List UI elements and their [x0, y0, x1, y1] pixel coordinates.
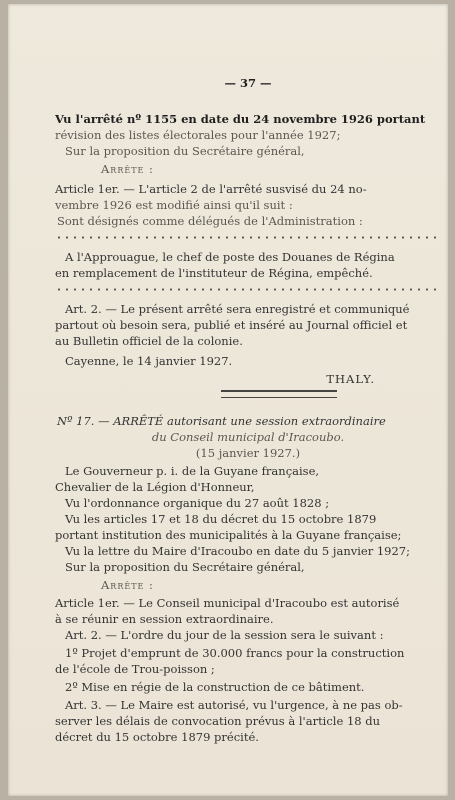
paragraph-line: à se réunir en session extraordinaire. [55, 612, 274, 626]
paragraph-line: Vu la lettre du Maire d'Iracoubo en date du 5 janvier 1927; [65, 544, 410, 558]
paragraph-line: en remplacement de l'instituteur de Régina, empêché. [55, 266, 373, 280]
paragraph-line: Vu l'arrêté nº 1155 en date du 24 novembre 1926 portant [55, 112, 426, 126]
paragraph-line: Chevalier de la Légion d'Honneur, [55, 480, 255, 494]
paragraph-line: Article 1er. — Le Conseil municipal d'Iracoubo est autorisé [55, 596, 400, 610]
paragraph-line: Sur la proposition du Secrétaire général, [65, 560, 305, 574]
page-number: — 37 — [224, 76, 272, 90]
dotted-separator [55, 236, 441, 239]
paragraph-line: Art. 3. — Le Maire est autorisé, vu l'urgence, à ne pas ob- [65, 698, 403, 712]
paragraph-line: au Bulletin officiel de la colonie. [55, 334, 243, 348]
paragraph-line: Sont désignés comme délégués de l'Administration : [57, 214, 363, 228]
paragraph-line: 2º Mise en régie de la construction de ce bâtiment. [65, 680, 365, 694]
signature-date: Cayenne, le 14 janvier 1927. [65, 354, 233, 368]
paragraph-line: de l'école de Trou-poisson ; [55, 662, 215, 676]
decree-date: (15 janvier 1927.) [195, 446, 301, 460]
decree-title-continued: du Conseil municipal d'Iracoubo. [151, 430, 345, 444]
decision-heading: Arrête : [101, 578, 154, 592]
paragraph-line: révision des listes électorales pour l'année 1927; [55, 128, 341, 142]
paragraph-line: Le Gouverneur p. i. de la Guyane française, [65, 464, 320, 478]
section-rule [221, 390, 337, 398]
decree-title: Nº 17. — ARRÊTÉ autorisant une session extraordinaire [57, 414, 386, 428]
paragraph-line: décret du 15 octobre 1879 précité. [55, 730, 259, 744]
paragraph-line: Vu les articles 17 et 18 du décret du 15 octobre 1879 [65, 512, 377, 526]
paragraph-line: portant institution des municipalités à la Guyane française; [55, 528, 402, 542]
decision-heading: Arrête : [101, 162, 154, 176]
paragraph-line: server les délais de convocation prévus à l'article 18 du [55, 714, 380, 728]
paragraph-line: Article 1er. — L'article 2 de l'arrêté susvisé du 24 no- [55, 182, 367, 196]
paragraph-line: Sur la proposition du Secrétaire général, [65, 144, 305, 158]
paragraph-line: partout où besoin sera, publié et inséré au Journal officiel et [55, 318, 408, 332]
paragraph-line: A l'Approuague, le chef de poste des Douanes de Régina [65, 250, 395, 264]
paragraph-line: 1º Projet d'emprunt de 30.000 francs pour la construction [65, 646, 405, 660]
paragraph-line: vembre 1926 est modifié ainsi qu'il suit : [55, 198, 293, 212]
dotted-separator [55, 288, 441, 291]
paragraph-line: Art. 2. — Le présent arrêté sera enregistré et communiqué [65, 302, 410, 316]
signatory-name: THALY. [326, 372, 375, 386]
paragraph-line: Vu l'ordonnance organique du 27 août 1828 ; [65, 496, 330, 510]
paragraph-line: Art. 2. — L'ordre du jour de la session sera le suivant : [65, 628, 384, 642]
document-page [8, 4, 448, 796]
